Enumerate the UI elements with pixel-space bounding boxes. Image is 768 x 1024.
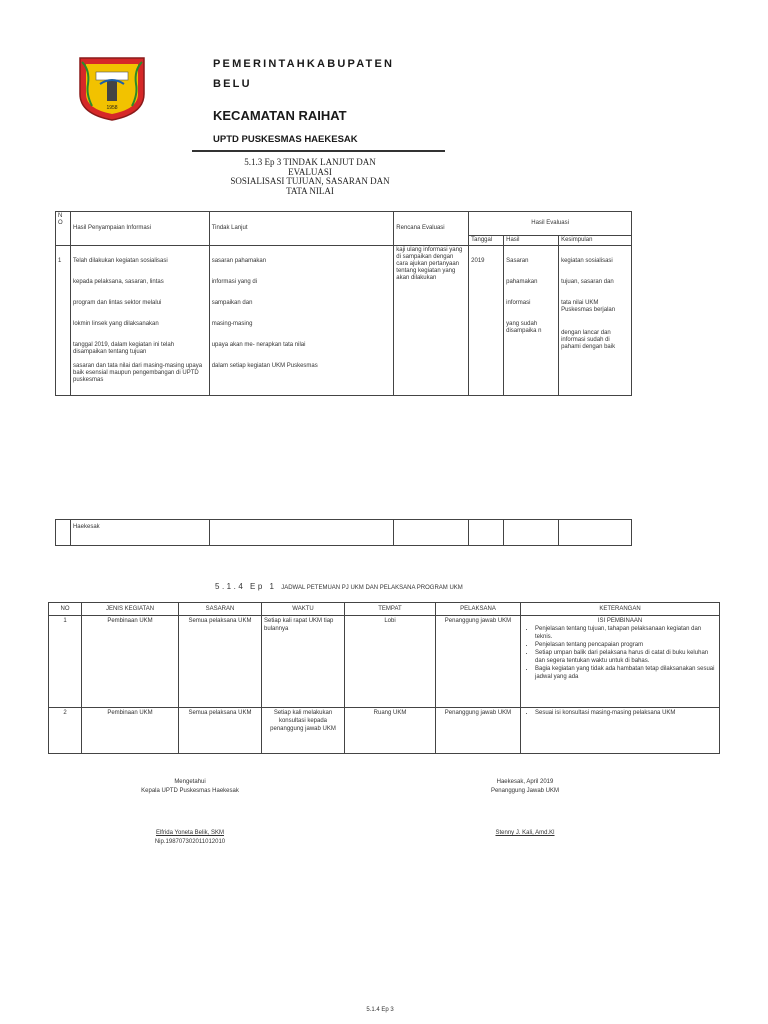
col-header-hasil: Hasil: [504, 236, 559, 246]
list-item: • Setiap umpan balik dari pelaksana harus di catat di buku keluhan dan segera tentukan waktu untuk di bahas.: [535, 649, 717, 665]
cell-jenis: Pembinaan UKM: [82, 708, 179, 754]
signatory-nip: Nip.198707302011012010: [154, 839, 226, 845]
cell-hasil-penyampaian: Telah dilakukan kegiatan sosialisasi kepada pelaksana, sasaran, lintas program dan lintas sektor melalui lokmin linsek yang dilaksanakan tanggal 2019, dalam kegiatan ini telah disampaikan tentang tujuan sasaran dan tata nilai dari masing-masing upaya baik esensial maupun pengembangan di UPTD puskesmas: [70, 246, 209, 396]
signatory-name: Stenny J. Kali, Amd.Kl: [495, 830, 555, 836]
col-header-hasil-evaluasi: Hasil Evaluasi: [469, 212, 632, 236]
cell-continuation: Haekesak: [70, 520, 209, 546]
cell-keterangan: [521, 708, 720, 754]
header-regency: BELU: [213, 78, 252, 90]
col-header-no: N O: [56, 212, 71, 246]
list-item: • Penjelasan tentang tujuan, tahapan pelaksanaan kegiatan dan teknis.: [535, 625, 717, 641]
table-row: [49, 708, 720, 754]
follow-up-evaluation-table: [55, 211, 632, 396]
signature-block-right: Haekesak, April 2019 Penanggung Jawab UKM: [490, 779, 560, 794]
col-header-tindak-lanjut: Tindak Lanjut: [209, 212, 394, 246]
page-break-gap: [55, 397, 633, 517]
cell-kesimpulan: kegiatan sosialisasi tujuan, sasaran dan tata nilai UKM Puskesmas berjalan dengan lancar dan informasi sudah di pahami dengan baik: [559, 246, 632, 396]
col-header-jenis: JENIS KEGIATAN: [82, 603, 179, 616]
header-government: PEMERINTAHKABUPATEN: [213, 58, 395, 70]
cell-waktu: Setiap kali rapat UKM tiap bulannya: [262, 616, 345, 708]
table-row: [49, 616, 720, 708]
cell-tanggal: 2019: [469, 246, 504, 396]
signatory-name: Elfrida Yoneta Belik, SKM: [155, 830, 225, 836]
cell-no: 2: [49, 708, 82, 754]
cell-jenis: Pembinaan UKM: [82, 616, 179, 708]
meeting-schedule-table: [48, 602, 720, 754]
cell-sasaran: Semua pelaksana UKM: [179, 616, 262, 708]
cell-pelaksana: Penanggung jawab UKM: [436, 616, 521, 708]
col-header-kesimpulan: Kesimpulan: [559, 236, 632, 246]
cell-pelaksana: Penanggung jawab UKM: [436, 708, 521, 754]
col-header-hasil-penyampaian: Hasil Penyampaian Informasi: [70, 212, 209, 246]
follow-up-evaluation-table-continued: [55, 519, 632, 546]
col-header-no: NO: [49, 603, 82, 616]
cell-tempat: Lobi: [345, 616, 436, 708]
header-district: KECAMATAN RAIHAT: [213, 108, 347, 123]
cell-rencana-evaluasi: kaji ulang informasi yang di sampaikan dengan cara ajukan pertanyaan tentang kegiatan yang akan dilakukan: [394, 246, 469, 396]
col-header-sasaran: SASARAN: [179, 603, 262, 616]
col-header-tempat: TEMPAT: [345, 603, 436, 616]
signatory-left: [110, 829, 270, 847]
cell-hasil: Sasaran pahamakan informasi yang sudah disampaika n: [504, 246, 559, 396]
header-divider: [192, 150, 445, 152]
col-header-pelaksana: PELAKSANA: [436, 603, 521, 616]
col-header-keterangan: KETERANGAN: [521, 603, 720, 616]
table-row: [56, 246, 632, 396]
list-item: • Sesuai isi konsultasi masing-masing pelaksana UKM: [535, 709, 717, 717]
keterangan-list: [523, 625, 717, 681]
cell-no: 1: [56, 246, 71, 396]
cell-sasaran: Semua pelaksana UKM: [179, 708, 262, 754]
signatory-right: [455, 829, 595, 838]
header-unit: UPTD PUSKESMAS HAEKESAK: [213, 134, 358, 145]
col-header-rencana-evaluasi: Rencana Evaluasi: [394, 212, 469, 246]
keterangan-list: [523, 709, 717, 717]
list-item: • Bagia kegiatan yang tidak ada hambatan tetap dilaksanakan sesuai jadwal yang ada: [535, 665, 717, 681]
col-header-waktu: WAKTU: [262, 603, 345, 616]
kabupaten-belu-emblem: [76, 54, 148, 122]
section-title: 5.1.4 Ep 1 JADWAL PETEMUAN PJ UKM DAN PELAKSANA PROGRAM UKM: [215, 582, 463, 591]
col-header-tanggal: Tanggal: [469, 236, 504, 246]
list-item: • Penjelasan tentang pencapaian program: [535, 641, 717, 649]
document-title: 5.1.3 Ep 3 TINDAK LANJUT DAN EVALUASI SOSIALISASI TUJUAN, SASARAN DAN TATA NILAI: [230, 157, 390, 196]
table-row: [56, 520, 632, 546]
cell-waktu: Setiap kali melakukan konsultasi kepada penanggung jawab UKM: [262, 708, 345, 754]
cell-tempat: Ruang UKM: [345, 708, 436, 754]
cell-tindak-lanjut: sasaran pahamakan informasi yang di sampaikan dan masing-masing upaya akan me- nerapkan tata nilai dalam setiap kegiatan UKM Puskesmas: [209, 246, 394, 396]
cell-no: 1: [49, 616, 82, 708]
cell-keterangan: ISI PEMBINAAN • Penjelasan tentang tujuan, tahapan pelaksanaan kegiatan dan teknis. • Penjelasan tentang pencapaian program • Setiap umpan balik dari pelaksana harus di catat di buku keluhan dan segera tentukan waktu untuk di bahas. • Bagia kegiatan yang tidak ada hambatan tetap dilaksanakan sesuai jadwal yang ada: [521, 616, 720, 708]
svg-text:1958: 1958: [106, 105, 118, 111]
page-footer: 5.1.4 Ep 3: [366, 1007, 394, 1013]
signature-block-left: Mengetahui Kepala UPTD Puskesmas Haekesak: [141, 779, 239, 794]
